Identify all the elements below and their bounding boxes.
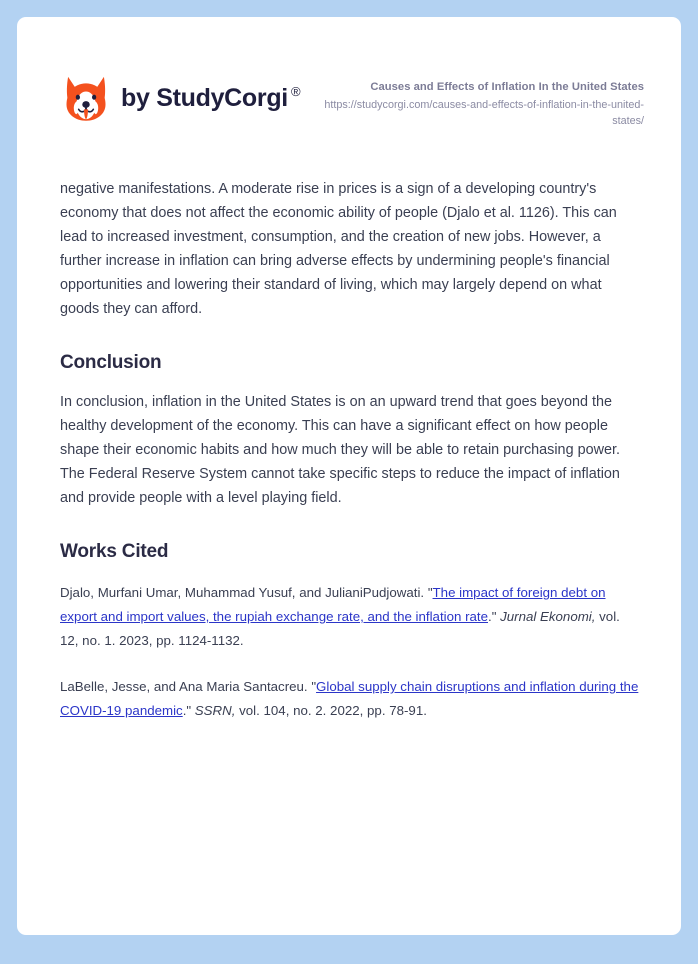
citation-authors: Djalo, Murfani Umar, Muhammad Yusuf, and JulianiPudjowati. " [60,585,433,600]
citation-link[interactable]: The impact of foreign debt on export and import values, the rupiah exchange rate, and the inflation rate [60,585,606,624]
intro-paragraph: negative manifestations. A moderate rise in prices is a sign of a developing country's economy that does not affect the economic ability of people (Djalo et al. 1126). This can lead to increased investment, consumption, and the creation of new jobs. However, a further increase in inflation can bring adverse effects by undermining people's financial opportunities and lowering their standard of living, which may largely depend on what goods they can afford. [60,181,617,317]
document-page-card [17,17,681,935]
citation-entry [60,675,640,723]
citation-link[interactable]: Global supply chain disruptions and inflation during the COVID-19 pandemic [60,679,639,718]
citation-tail: vol. 104, no. 2. 2022, pp. 78-91. [235,703,427,718]
citation-journal: SSRN, [194,703,236,718]
page-title: Causes and Effects of Inflation In the United States [370,81,644,93]
conclusion-paragraph: In conclusion, inflation in the United States is on an upward trend that goes beyond the healthy development of the economy. This can have a significant effect on how people shape their economic habits and how much they will be able to retain purchasing power. The Federal Reserve System cannot take specific steps to reduce the impact of inflation and provide people with a level playing field. [60,394,620,506]
citation-journal: Jurnal Ekonomi, [500,609,596,624]
document-header [17,17,681,142]
citation-tail: vol. 12, no. 1. 2023, pp. 1124-1132. [60,609,620,648]
corgi-logo-icon [60,72,112,124]
document-body [60,177,640,723]
citation-after-link: ." [488,609,501,624]
works-cited-list [60,581,640,723]
brand-block [60,72,300,124]
citation-after-link: ." [182,703,195,718]
citation-authors: LaBelle, Jesse, and Ana Maria Santacreu. " [60,679,317,694]
page-url: https://studycorgi.com/causes-and-effects-of-inflation-in-the-united-states/ [324,99,644,128]
brand-name-label: by StudyCorgi ® [121,83,301,112]
header-meta-block [314,79,644,130]
works-cited-heading: Works Cited [60,541,169,562]
registered-trademark-icon: ® [290,84,301,100]
conclusion-heading: Conclusion [60,352,162,373]
citation-entry [60,581,640,653]
